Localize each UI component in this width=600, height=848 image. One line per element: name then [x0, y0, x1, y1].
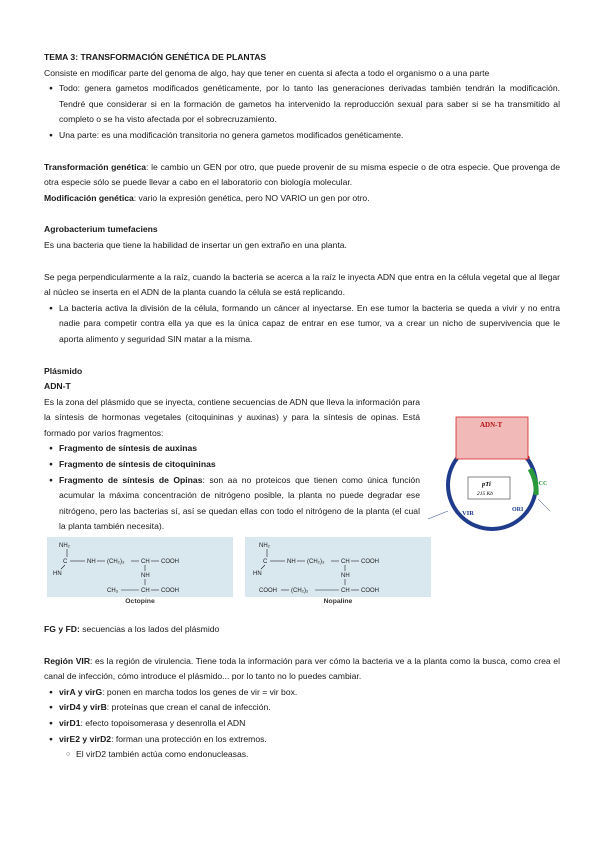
list-item: ● Todo: genera gametos modificados genéticamente, por lo tanto las generaciones derivadas también tendrán la modificación. Tendré que considerar si en la formación de gametos ha intervenido la reproducción sexual para saber si se ha transmitido al completo o se ha visto afectada por el sobrecruzamiento.	[44, 81, 560, 128]
definition-text: : le cambio un GEN por otro, que puede provenir de su misma especie o de otra especie. Que provenga de otra especie sólo se puede llevar a cabo en el laboratorio con biología molecular.	[44, 161, 560, 188]
octopine-structure	[47, 537, 233, 597]
ori-label: ORI	[512, 506, 524, 513]
list-item	[44, 473, 420, 535]
intro-paragraph: Consiste en modificar parte del genoma de algo, hay que tener en cuenta si afecta a todo el organismo o a una parte	[44, 67, 490, 78]
svg-text:NH: NH	[87, 559, 96, 566]
term: FG y FD:	[44, 624, 80, 635]
list-item	[44, 700, 560, 716]
definition-modification	[44, 191, 560, 207]
term: Transformación genética	[44, 161, 147, 172]
svg-text:NH₂: NH₂	[59, 543, 70, 550]
gene-term: virD1	[59, 718, 81, 728]
definition-text: : vario la expresión genética, pero NO VARIO un gen por otro.	[133, 192, 370, 203]
pointer-line	[538, 499, 550, 511]
intro-bullet-list	[44, 81, 560, 143]
svg-text:CH: CH	[141, 559, 150, 566]
octopine-drawing	[47, 537, 233, 597]
fragment-citoquininas: Fragmento de síntesis de citoquininas	[59, 459, 216, 470]
svg-text:(CH₂)₂: (CH₂)₂	[291, 588, 309, 595]
octopine-figure	[47, 537, 233, 607]
vir-paragraph	[44, 654, 560, 685]
svg-text:CH: CH	[141, 588, 150, 595]
svg-text:HN: HN	[253, 571, 262, 578]
svg-text:(CH₂)₃: (CH₂)₃	[307, 559, 325, 566]
list-item: ● Una parte: es una modificación transitoria no genera gametos modificados genéticamente.	[44, 128, 560, 144]
plasmid-diagram	[418, 399, 560, 539]
list-item	[44, 685, 560, 701]
gene-term: virA y virG	[59, 686, 103, 697]
svg-text:C: C	[63, 559, 68, 566]
svg-text:CH: CH	[341, 588, 350, 595]
fragment-opinas-text: : son aa no proteicos que tienen como única función acumular la máxima concentración de nitrógeno posible, la planta no puede degradar ese nitrógeno, pero las bacterias sí, así se quedan ellas con todo el nitrógeno de la planta (el cual la planta también necesita).	[59, 474, 420, 532]
svg-text:COOH: COOH	[161, 559, 179, 566]
svg-text:HN: HN	[53, 571, 62, 578]
gene-term: virD4 y virB	[59, 702, 107, 713]
fragment-list	[44, 441, 420, 535]
gene-text: : forman una protección en los extremos.	[111, 733, 267, 744]
fragment-auxinas: Fragmento de síntesis de auxinas	[59, 443, 198, 454]
svg-text:CH: CH	[341, 559, 350, 566]
occ-label: OCC	[534, 480, 548, 487]
vir-gene-list	[44, 685, 560, 747]
agro-title: Agrobacterium tumefaciens	[44, 224, 158, 235]
nopaline-structure	[245, 537, 431, 597]
list-item	[44, 441, 420, 457]
nopaline-figure	[245, 537, 431, 607]
agro-bullet-list	[44, 301, 560, 348]
svg-text:NH₂: NH₂	[259, 543, 270, 550]
list-item: ○ El virD2 también actúa como endonucleasas.	[44, 747, 560, 763]
adn-t-subtitle: ADN-T	[44, 381, 71, 392]
svg-text:CH₃: CH₃	[107, 588, 119, 595]
vir-sub-list	[44, 747, 560, 763]
list-item	[44, 732, 560, 748]
pti-size-label: 215 Kb	[477, 490, 494, 497]
svg-text:NH: NH	[341, 573, 350, 580]
svg-text:(CH₂)₃: (CH₂)₃	[107, 559, 125, 566]
svg-text:COOH: COOH	[361, 559, 379, 566]
definition-text: secuencias a los lados del plásmido	[79, 624, 220, 635]
adn-t-paragraph: Es la zona del plásmido que se inyecta, contiene secuencias de ADN que lleva la información para la síntesis de hormonas vegetales (citoquininas y auxinas) y para la síntesis de opinas. Está formado por varios fragmentos:	[44, 396, 420, 438]
agro-text: Es una bacteria que tiene la habilidad de insertar un gen extraño en una planta.	[44, 239, 347, 250]
document-page	[44, 50, 560, 763]
svg-text:COOH: COOH	[361, 588, 379, 595]
svg-text:C: C	[263, 559, 268, 566]
section-title: TEMA 3: TRANSFORMACIÓN GENÉTICA DE PLANTAS	[44, 52, 267, 62]
adn-t-label: ADN-T	[480, 420, 503, 429]
gene-text: : efecto topoisomerasa y desenrolla el ADN	[80, 718, 246, 728]
list-item	[44, 716, 560, 732]
nopaline-drawing	[245, 537, 431, 597]
term: Modificación genética	[44, 192, 134, 203]
gene-text: : ponen en marcha todos los genes de vir = vir box.	[102, 686, 298, 697]
svg-text:NH: NH	[141, 573, 150, 580]
gene-term: virE2 y virD2	[59, 733, 112, 744]
agro-paragraph: Se pega perpendicularmente a la raíz, cuando la bacteria se acerca a la raíz le inyecta ADN que entra en la célula vegetal que al llegar al núcleo se inserta en el ADN de la planta cuando la célula se está replicando.	[44, 271, 560, 298]
pti-label: pTi	[482, 480, 491, 488]
definition-transformation	[44, 160, 560, 191]
fg-fd-paragraph	[44, 622, 560, 638]
plasmid-title: Plásmido	[44, 365, 83, 376]
pointer-line	[428, 511, 448, 519]
definition-text: : es la región de virulencia. Tiene toda la información para ver cómo la bacteria ve a la planta como la busca, como crea el canal de infección, cómo introduce el plásmido... por lo tanto no lo puedes cambiar.	[44, 655, 560, 682]
nopaline-caption: Nopaline	[323, 598, 353, 606]
svg-text:COOH: COOH	[259, 588, 277, 595]
svg-text:COOH: COOH	[161, 588, 179, 595]
vir-label: VIR	[462, 509, 474, 517]
fragment-opinas: Fragmento de síntesis de Opinas	[59, 474, 203, 485]
svg-text:NH: NH	[287, 559, 296, 566]
octopine-caption: Octopine	[125, 598, 155, 606]
plasmid-section	[44, 364, 560, 608]
list-item	[44, 457, 420, 473]
term: Región VIR	[44, 655, 91, 666]
gene-text: : proteínas que crean el canal de infección.	[106, 702, 271, 713]
list-item: ● La bacteria activa la división de la célula, formando un cáncer al inyectarse. En ese tumor la bacteria se queda a vivir y no entra nadie para competir contra ella ya que es la única capaz de entrar en ese tumor, va a crear un nicho de supervivencia que le aporta alimento y seguridad SIN matar a la misma.	[44, 301, 560, 348]
opine-structures	[47, 537, 560, 607]
